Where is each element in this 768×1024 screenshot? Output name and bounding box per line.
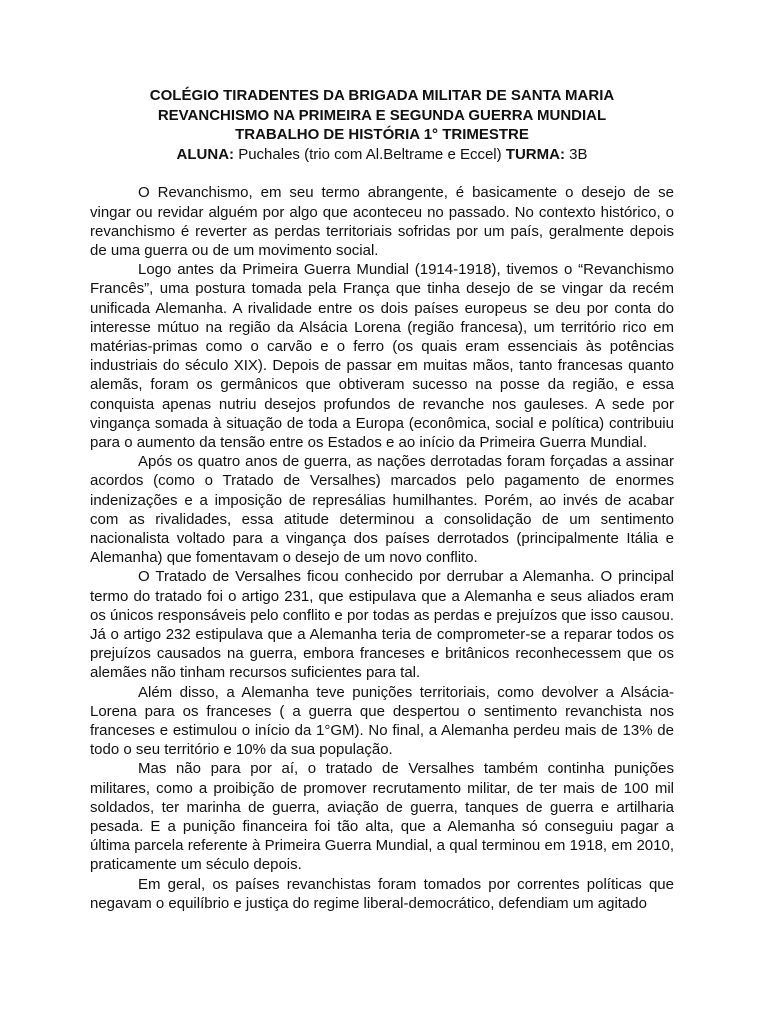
- paragraph: Logo antes da Primeira Guerra Mundial (1914-1918), tivemos o “Revanchismo Francês”, uma postura tomada pela França que tinha desejo de se vingar da recém unificada Alemanha. A rivalidade entre os dois países europeus se deu por conta do interesse mútuo na região da Alsácia Lorena (região francesa), um território rico em matérias-primas como o carvão e o ferro (os quais eram essenciais às potências industriais do século XIX). Depois de passar em muitas mãos, tanto francesas quanto alemãs, foram os germânicos que obtiveram sucesso na posse da região, e essa conquista apenas nutriu desejos profundos de revanche nos gauleses. A sede por vingança somada à situação de toda a Europa (econômica, social e política) contribuiu para o aumento da tensão entre os Estados e ao início da Primeira Guerra Mundial.: [90, 261, 674, 452]
- school-name: COLÉGIO TIRADENTES DA BRIGADA MILITAR DE SANTA MARIA: [149, 87, 615, 104]
- document-title: REVANCHISMO NA PRIMEIRA E SEGUNDA GUERRA MUNDIAL: [157, 106, 607, 124]
- paragraph: Após os quatro anos de guerra, as nações derrotadas foram forçadas a assinar acordos (como o Tratado de Versalhes) marcados pelo pagamento de enormes indenizações e a imposição de represálias humilhantes. Porém, ao invés de acabar com as rivalidades, essa atitude determinou a consolidação de um sentimento nacionalista voltado para a vingança dos países derrotados (principalmente Itália e Alemanha) que fomentavam o desejo de um novo conflito.: [90, 453, 674, 567]
- paragraph: Além disso, a Alemanha teve punições territoriais, como devolver a Alsácia-Lorena para os franceses ( a guerra que despertou o sentimento revanchista nos franceses e estimulou o início da 1°GM). No final, a Alemanha perdeu mais de 13% de todo o seu território e 10% da sua população.: [90, 683, 674, 759]
- document-body: [90, 183, 674, 913]
- aluna-label: ALUNA:: [176, 145, 235, 163]
- document-page: [90, 86, 674, 913]
- student-info-line: [90, 145, 674, 165]
- paragraph: O Tratado de Versalhes ficou conhecido por derrubar a Alemanha. O principal termo do tratado foi o artigo 231, que estipulava que a Alemanha e seus aliados eram os únicos responsáveis pelo conflito e por todas as perdas e prejuízos que isso causou. Já o artigo 232 estipulava que a Alemanha teria de comprometer-se a reparar todos os prejuízos causados na guerra, embora franceses e britânicos reconhecessem que os alemães não tinham recursos suficientes para tal.: [90, 568, 674, 682]
- document-subtitle: TRABALHO DE HISTÓRIA 1° TRIMESTRE: [235, 126, 529, 144]
- paragraph: Em geral, os países revanchistas foram tomados por correntes políticas que negavam o equilíbrio e justiça do regime liberal-democrático, defendiam um agitado: [90, 875, 674, 912]
- turma-label: TURMA:: [505, 145, 565, 163]
- aluna-value: Puchales (trio com Al.Beltrame e Eccel): [234, 145, 506, 163]
- paragraph: Mas não para por aí, o tratado de Versalhes também continha punições militares, como a proibição de promover recrutamento militar, de ter mais de 100 mil soldados, ter marinha de guerra, aviação de guerra, tanques de guerra e artilharia pesada. E a punição financeira foi tão alta, que a Alemanha só conseguiu pagar a última parcela referente à Primeira Guerra Mundial, a qual terminou em 1918, em 2010, praticamente um século depois.: [90, 760, 674, 874]
- paragraph: O Revanchismo, em seu termo abrangente, é basicamente o desejo de se vingar ou revidar alguém por algo que aconteceu no passado. No contexto histórico, o revanchismo é reverter as perdas territoriais sofridas por um país, geralmente depois de uma guerra ou de um movimento social.: [90, 184, 674, 259]
- header-spacer: [90, 164, 674, 183]
- document-header: [90, 86, 674, 164]
- turma-value: 3B: [564, 145, 588, 163]
